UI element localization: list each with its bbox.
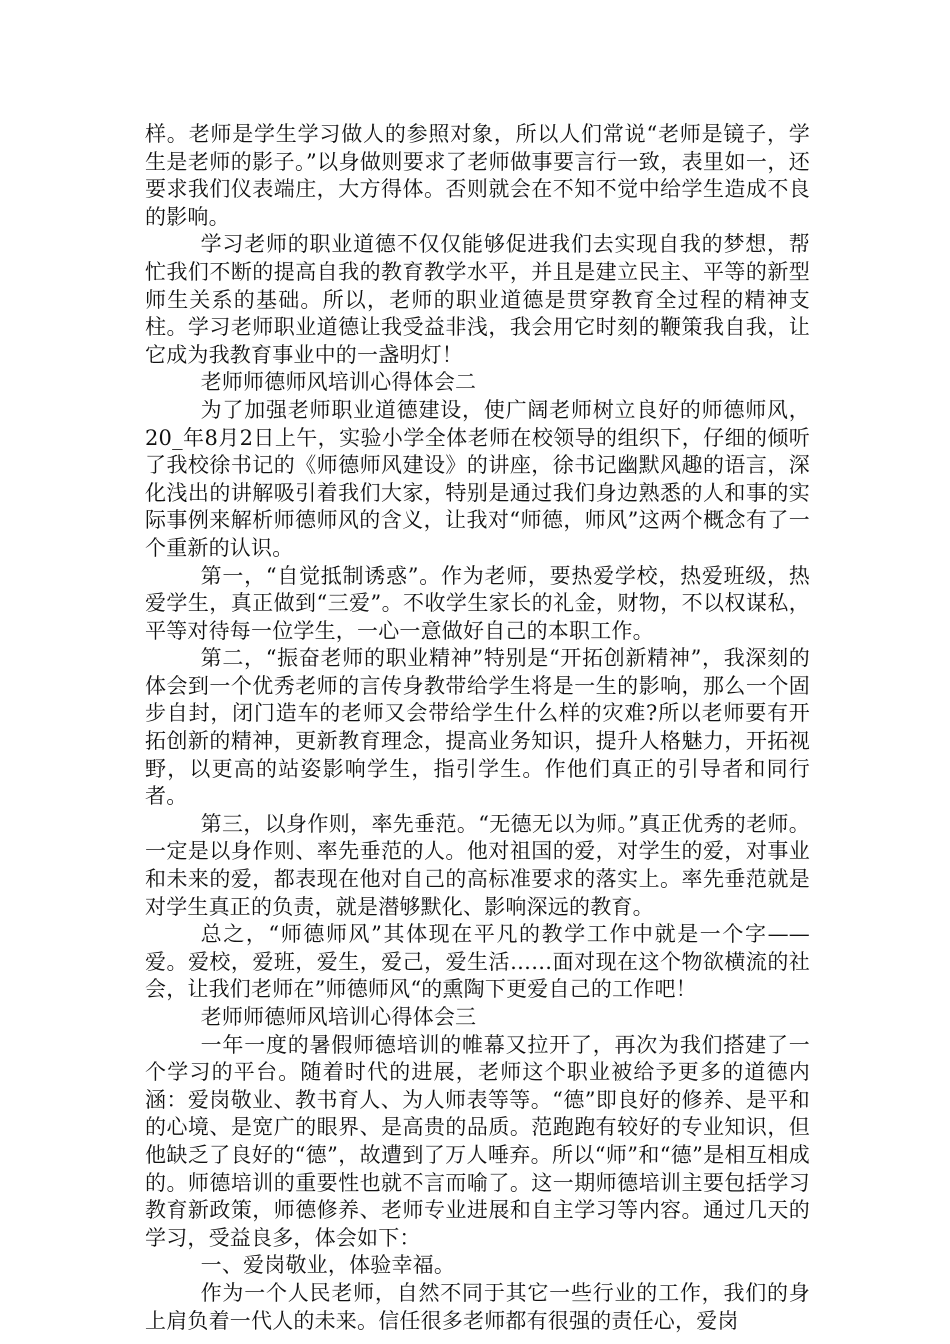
paragraph-subheading-love-work: 一、爱岗敬业，体验幸福。 bbox=[200, 1253, 456, 1278]
paragraph-people-teacher: 作为一个人民老师，自然不同于其它一些行业的工作，我们的身上肩负着一代人的未来。信任很多老师都有很强的责任心，爱岗 bbox=[145, 1280, 810, 1333]
section-heading-three: 老师师德师风培训心得体会三 bbox=[200, 1005, 477, 1029]
document-body bbox=[145, 121, 810, 1335]
section-heading-two: 老师师德师风培训心得体会二 bbox=[200, 370, 477, 395]
paragraph-continuation: 样。老师是学生学习做人的参照对象，所以人们常说“老师是镜子，学生是老师的影子。”以身做则要求了老师做事要言行一致，表里如一，还要求我们仪表端庄，大方得体。否则就会在不知不觉中给学生造成不良的影响。 bbox=[145, 122, 810, 229]
paragraph-conclusion: 总之，“师德师风”其体现在平凡的教学工作中就是一个字——爱。爱校，爱班，爱生，爱己，爱生活……面对现在这个物欲横流的社会，让我们老师在”师德师风“的熏陶下更爱自己的工作吧！ bbox=[145, 922, 810, 1002]
paragraph-third-point: 第三，以身作则，率先垂范。“无德无以为师。”真正优秀的老师。一定是以身作则、率先垂范的人。他对祖国的爱，对学生的爱，对事业和未来的爱，都表现在他对自己的高标准要求的落实上。率先垂范就是对学生真正的负责，就是潜够默化、影响深远的教育。 bbox=[145, 811, 810, 919]
paragraph-first-point: 第一，“自觉抵制诱惑”。作为老师，要热爱学校，热爱班级，热爱学生，真正做到“三爱”。不收学生家长的礼金，财物，不以权谋私，平等对待每一位学生，一心一意做好自己的本职工作。 bbox=[145, 563, 810, 643]
paragraph-professional-ethics: 学习老师的职业道德不仅仅能够促进我们去实现自我的梦想，帮忙我们不断的提高自我的教育教学水平，并且是建立民主、平等的新型师生关系的基础。所以，老师的职业道德是贯穿教育全过程的精神支柱。学习老师职业道德让我受益非浅，我会用它时刻的鞭策我自我，让它成为我教育事业中的一盏明灯！ bbox=[145, 232, 810, 367]
paragraph-lecture-intro: 为了加强老师职业道德建设，使广阔老师树立良好的师德师风，20_年8月2日上午，实验小学全体老师在校领导的组织下，仔细的倾听了我校徐书记的《师德师风建设》的讲座，徐书记幽默风趣的语言，深化浅出的讲解吸引着我们大家，特别是通过我们身边熟悉的人和事的实际事例来解析师德师风的含义，让我对“师德，师风”这两个概念有了一个重新的认识。 bbox=[145, 397, 810, 560]
paragraph-summer-training: 一年一度的暑假师德培训的帷幕又拉开了，再次为我们搭建了一个学习的平台。随着时代的进展，老师这个职业被给予更多的道德内涵：爱岗敬业、教书育人、为人师表等等。“德”即良好的修养、是平和的心境、是宽广的眼界、是高贵的品质。范跑跑有较好的专业知识，但他缺乏了良好的“德”，故遭到了万人唾弃。所以“师”和“德”是相互相成的。师德培训的重要性也就不言而喻了。这一期师德培训主要包括学习教育新政策，师德修养、老师专业进展和自主学习等内容。通过几天的学习，受益良多，体会如下： bbox=[145, 1032, 810, 1250]
paragraph-second-point: 第二，“振奋老师的职业精神”特别是“开拓创新精神”，我深刻的体会到一个优秀老师的言传身教带给学生将是一生的影响，那么一个固步自封，闭门造车的老师又会带给学生什么样的灾难?所以老师要有开拓创新的精神，更新教育理念，提高业务知识，提升人格魅力，开拓视野，以更高的站姿影响学生，指引学生。作他们真正的引导者和同行者。 bbox=[145, 646, 810, 809]
